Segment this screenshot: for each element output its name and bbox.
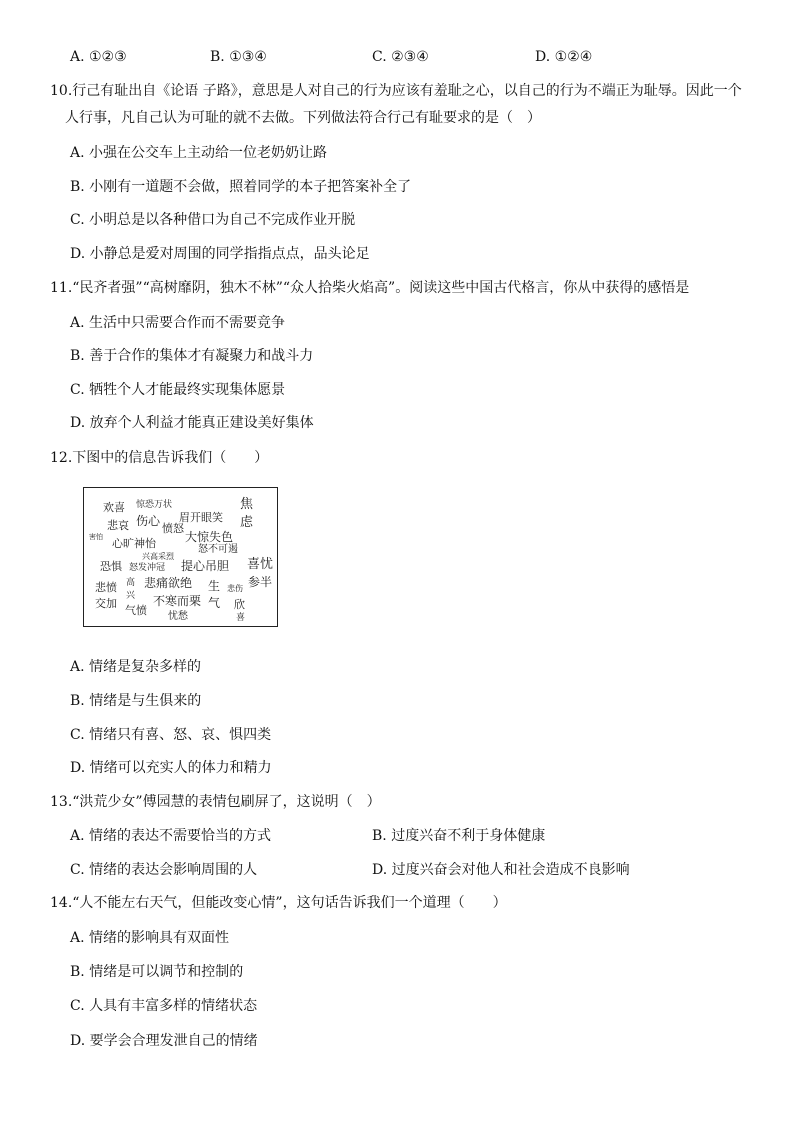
figure-word: 提心吊胆 — [181, 559, 230, 573]
figure-word: 参半 — [248, 575, 273, 589]
q13-option-c: C. 情绪的表达会影响周围的人 — [70, 862, 258, 878]
q10-stem-line1: 10.行己有耻出自《论语 子路》，意思是人对自己的行为应该有羞耻之心，以自己的行为不端正为耻辱。因此一个 — [50, 83, 742, 99]
q11-option-c: C. 牺牲个人才能最终实现集体愿景 — [70, 382, 286, 398]
figure-word: 害怕 — [89, 533, 103, 541]
q13-option-b: B. 过度兴奋不利于身体健康 — [372, 828, 546, 844]
figure-word: 忧愁 — [168, 611, 188, 622]
q14-option-b: B. 情绪是可以调节和控制的 — [70, 964, 244, 980]
figure-word: 悲伤 — [227, 584, 243, 593]
q13-stem: 13.“洪荒少女”傅园慧的表情包刷屏了，这说明（ ） — [50, 794, 381, 810]
q12-option-a: A. 情绪是复杂多样的 — [70, 659, 202, 675]
q12-stem: 12.下图中的信息告诉我们（ ） — [50, 450, 269, 466]
figure-word: 气愤 — [125, 604, 147, 617]
figure-word: 恐惧 — [100, 560, 122, 573]
q14-stem: 14.“人不能左右天气，但能改变心情”，这句话告诉我们一个道理（ ） — [50, 895, 507, 911]
figure-word: 大惊失色 — [185, 530, 234, 544]
q10-option-c: C. 小明总是以各种借口为自己不完成作业开脱 — [70, 212, 356, 228]
figure-word: 不寒而栗 — [153, 594, 202, 608]
q10-option-d: D. 小静总是爱对周围的同学指指点点，品头论足 — [70, 246, 370, 262]
q9-option-a: A. ①②③ — [70, 49, 127, 65]
q11-stem: 11.“民齐者强”“高树靡阴，独木不林”“众人拾柴火焰高”。阅读这些中国古代格言，你从中获得的感悟是 — [50, 280, 690, 296]
figure-word: 悲痛欲绝 — [144, 576, 193, 590]
q11-option-b: B. 善于合作的集体才有凝聚力和战斗力 — [70, 348, 314, 364]
figure-word: 交加 — [95, 597, 117, 610]
figure-word: 伤心 — [136, 514, 161, 528]
figure-word: 兴 — [126, 591, 136, 601]
emotion-word-cloud-figure — [83, 487, 278, 627]
figure-word: 气 — [208, 596, 221, 610]
figure-word: 愤怒 — [162, 522, 184, 535]
q10-option-b: B. 小刚有一道题不会做，照着同学的本子把答案补全了 — [70, 179, 412, 195]
figure-word: 悲哀 — [107, 519, 129, 532]
q12-option-d: D. 情绪可以充实人的体力和精力 — [70, 760, 272, 776]
q13-option-a: A. 情绪的表达不需要恰当的方式 — [70, 828, 272, 844]
figure-word: 欣 — [234, 598, 245, 611]
q12-option-b: B. 情绪是与生俱来的 — [70, 693, 202, 709]
figure-word: 喜 — [236, 613, 246, 623]
q9-option-c: C. ②③④ — [372, 49, 429, 65]
q14-option-a: A. 情绪的影响具有双面性 — [70, 930, 230, 946]
q13-option-d: D. 过度兴奋会对他人和社会造成不良影响 — [372, 862, 630, 878]
q9-option-d: D. ①②④ — [535, 49, 593, 65]
q14-option-d: D. 要学会合理发泄自己的情绪 — [70, 1033, 258, 1049]
q9-option-b: B. ①③④ — [210, 49, 267, 65]
q10-option-a: A. 小强在公交车上主动给一位老奶奶让路 — [70, 145, 328, 161]
figure-word: 悲愤 — [95, 581, 117, 594]
q11-option-d: D. 放弃个人利益才能真正建设美好集体 — [70, 415, 314, 431]
figure-word: 高 — [126, 578, 136, 588]
figure-word: 兴高采烈 — [142, 552, 174, 561]
q10-stem-line2: 人行事，凡自己认为可耻的就不去做。下列做法符合行己有耻要求的是（ ） — [65, 110, 541, 126]
figure-word: 焦 — [240, 497, 254, 512]
figure-word: 眉开眼笑 — [179, 511, 223, 524]
figure-word: 生 — [208, 579, 221, 593]
figure-word: 喜忧 — [247, 557, 274, 572]
q14-option-c: C. 人具有丰富多样的情绪状态 — [70, 998, 258, 1014]
figure-word: 惊恐万状 — [136, 500, 173, 510]
figure-word: 欢喜 — [103, 501, 125, 514]
q12-option-c: C. 情绪只有喜、怒、哀、惧四类 — [70, 727, 272, 743]
figure-word: 虑 — [240, 515, 254, 530]
figure-word: 怒发冲冠 — [129, 563, 166, 573]
figure-word: 怒不可遏 — [198, 544, 238, 555]
figure-word: 心旷神怡 — [112, 537, 156, 550]
q11-option-a: A. 生活中只需要合作而不需要竞争 — [70, 315, 286, 331]
